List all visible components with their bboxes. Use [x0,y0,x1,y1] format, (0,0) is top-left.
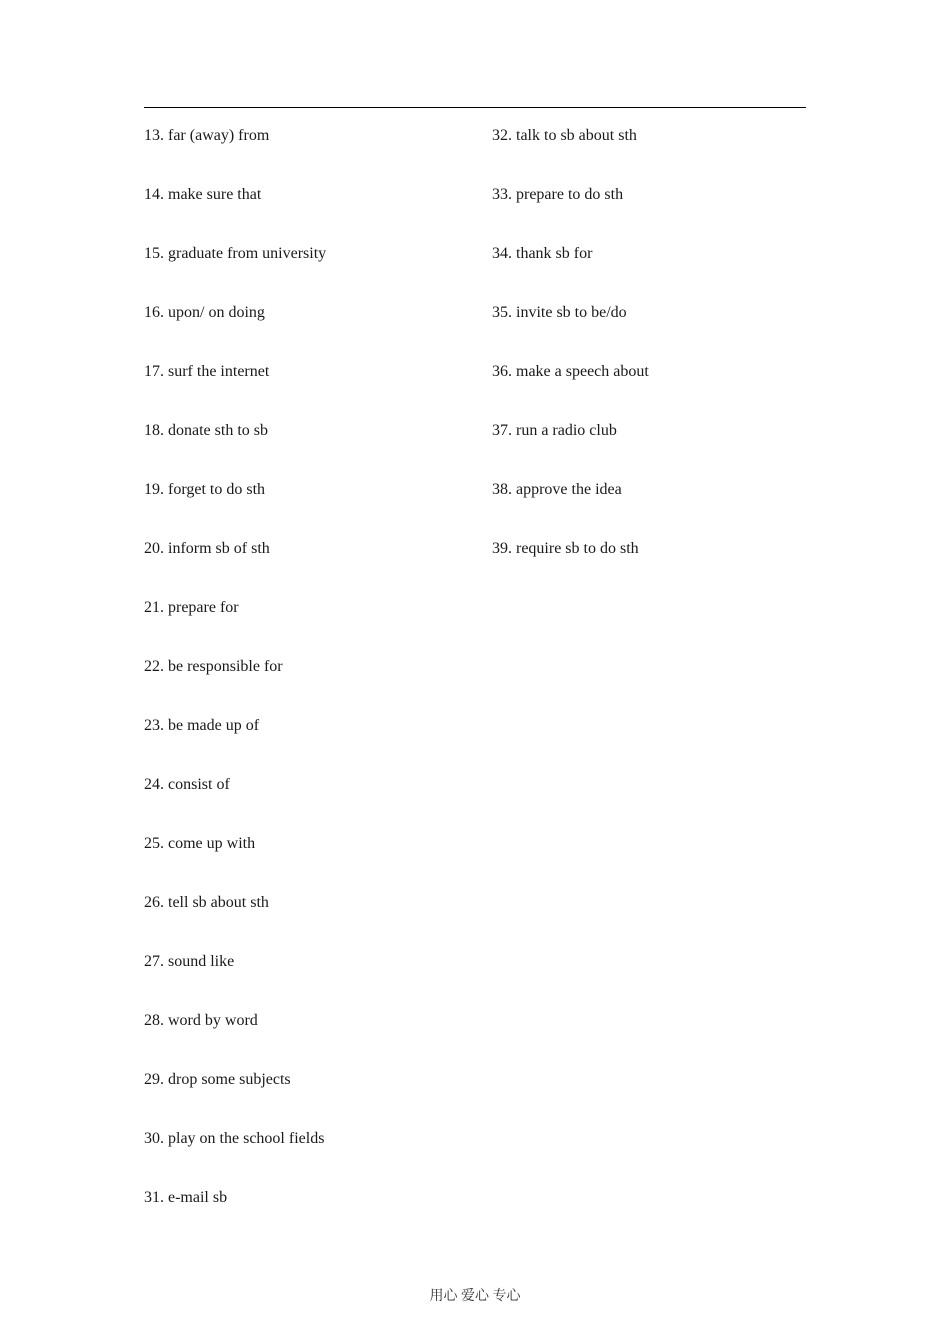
phrase-item: 37. run a radio club [492,422,617,439]
phrase-item: 32. talk to sb about sth [492,127,637,144]
phrase-item: 26. tell sb about sth [144,894,269,911]
phrase-item: 13. far (away) from [144,127,270,144]
phrase-item: 30. play on the school fields [144,1130,325,1147]
phrase-item: 22. be responsible for [144,658,283,675]
phrase-item: 34. thank sb for [492,245,593,262]
phrase-item: 18. donate sth to sb [144,422,268,439]
phrase-item: 16. upon/ on doing [144,304,265,321]
phrase-list-left [144,125,326,1246]
phrase-item: 23. be made up of [144,717,260,734]
phrase-item: 28. word by word [144,1012,258,1029]
phrase-item: 39. require sb to do sth [492,540,639,557]
phrase-item: 21. prepare for [144,599,239,616]
phrase-item: 20. inform sb of sth [144,540,270,557]
phrase-item: 25. come up with [144,835,256,852]
phrase-item: 35. invite sb to be/do [492,304,627,321]
phrase-item: 19. forget to do sth [144,481,266,498]
phrase-item: 27. sound like [144,953,235,970]
phrase-item: 36. make a speech about [492,363,649,380]
phrase-item: 31. e-mail sb [144,1189,228,1206]
phrase-item: 14. make sure that [144,186,262,203]
phrase-item: 24. consist of [144,776,230,793]
header-rule [144,107,806,108]
phrase-item: 33. prepare to do sth [492,186,624,203]
phrase-item: 38. approve the idea [492,481,622,498]
phrase-list-right [492,125,649,597]
phrase-item: 29. drop some subjects [144,1071,291,1088]
page-footer: 用心 爱心 专心 [429,1289,521,1304]
phrase-item: 17. surf the internet [144,363,270,380]
phrase-item: 15. graduate from university [144,245,327,262]
